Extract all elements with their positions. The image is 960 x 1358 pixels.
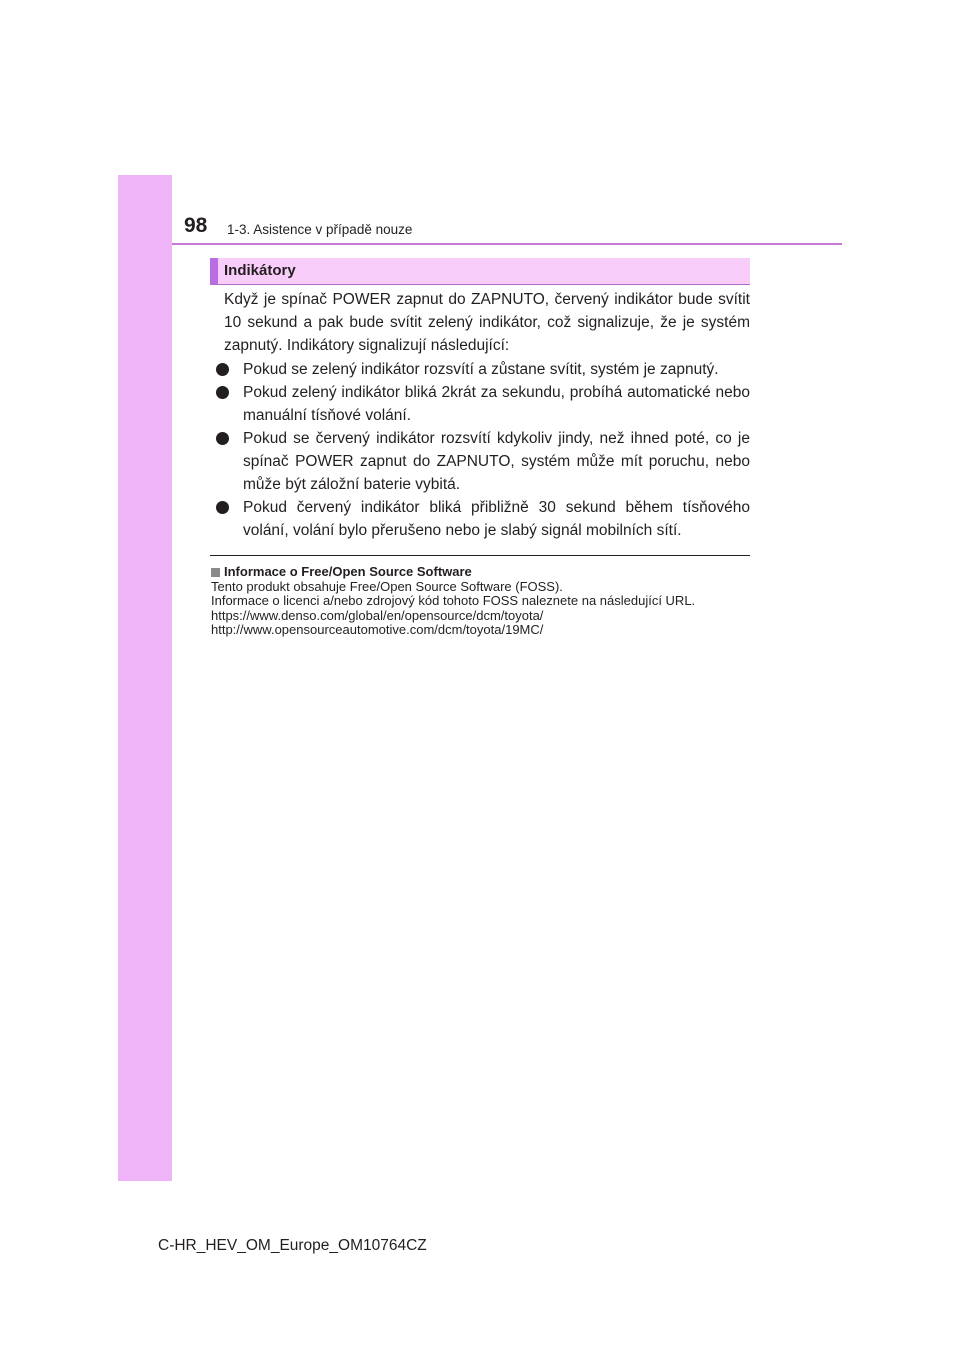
info-url-link[interactable]: http://www.opensourceautomotive.com/dcm/toyota/19MC/ bbox=[211, 622, 544, 637]
list-item bbox=[214, 358, 750, 381]
indicator-list bbox=[214, 358, 750, 542]
list-item bbox=[214, 496, 750, 542]
side-tab-band bbox=[118, 175, 172, 1181]
bullet-icon bbox=[216, 386, 229, 399]
list-item-text: Pokud se zelený indikátor rozsvítí a zůstane svítit, systém je zapnutý. bbox=[243, 361, 719, 378]
page-number: 98 bbox=[184, 214, 208, 237]
bullet-icon bbox=[216, 432, 229, 445]
bullet-icon bbox=[216, 501, 229, 514]
section-header bbox=[210, 258, 750, 285]
section-divider bbox=[210, 555, 750, 556]
info-url-link[interactable]: https://www.denso.com/global/en/opensource/dcm/toyota/ bbox=[211, 607, 544, 623]
section-accent-bar bbox=[210, 258, 218, 284]
header-divider bbox=[172, 243, 842, 245]
info-line: Tento produkt obsahuje Free/Open Source Software (FOSS). bbox=[211, 578, 563, 594]
section-title: Indikátory bbox=[224, 262, 296, 279]
list-item bbox=[214, 381, 750, 427]
list-item bbox=[214, 427, 750, 496]
list-item-text: Pokud zelený indikátor bliká 2krát za sekundu, probíhá automatické nebo manuální tísňové volání. bbox=[243, 384, 750, 424]
info-line: Informace o licenci a/nebo zdrojový kód tohoto FOSS naleznete na následující URL. bbox=[211, 593, 696, 608]
list-item-text: Pokud červený indikátor bliká přibližně 30 sekund během tísňového volání, volání bylo přerušeno nebo je slabý signál mobilních sítí. bbox=[243, 499, 750, 539]
chapter-title: 1-3. Asistence v případě nouze bbox=[227, 222, 413, 237]
list-item-text: Pokud se červený indikátor rozsvítí kdykoliv jindy, než ihned poté, co je spínač POWER zapnut do ZAPNUTO, systém může mít poruchu, nebo může být záložní baterie vybitá. bbox=[243, 430, 750, 493]
info-title: Informace o Free/Open Source Software bbox=[224, 564, 472, 579]
intro-paragraph: Když je spínač POWER zapnut do ZAPNUTO, červený indikátor bude svítit 10 sekund a pak bude svítit zelený indikátor, což signalizuje, že je systém zapnutý. Indikátory signalizují následující: bbox=[224, 291, 750, 354]
square-bullet-icon bbox=[211, 568, 220, 577]
info-heading bbox=[211, 565, 750, 580]
bullet-icon bbox=[216, 363, 229, 376]
document-code: C-HR_HEV_OM_Europe_OM10764CZ bbox=[158, 1237, 427, 1254]
info-block bbox=[211, 565, 750, 638]
